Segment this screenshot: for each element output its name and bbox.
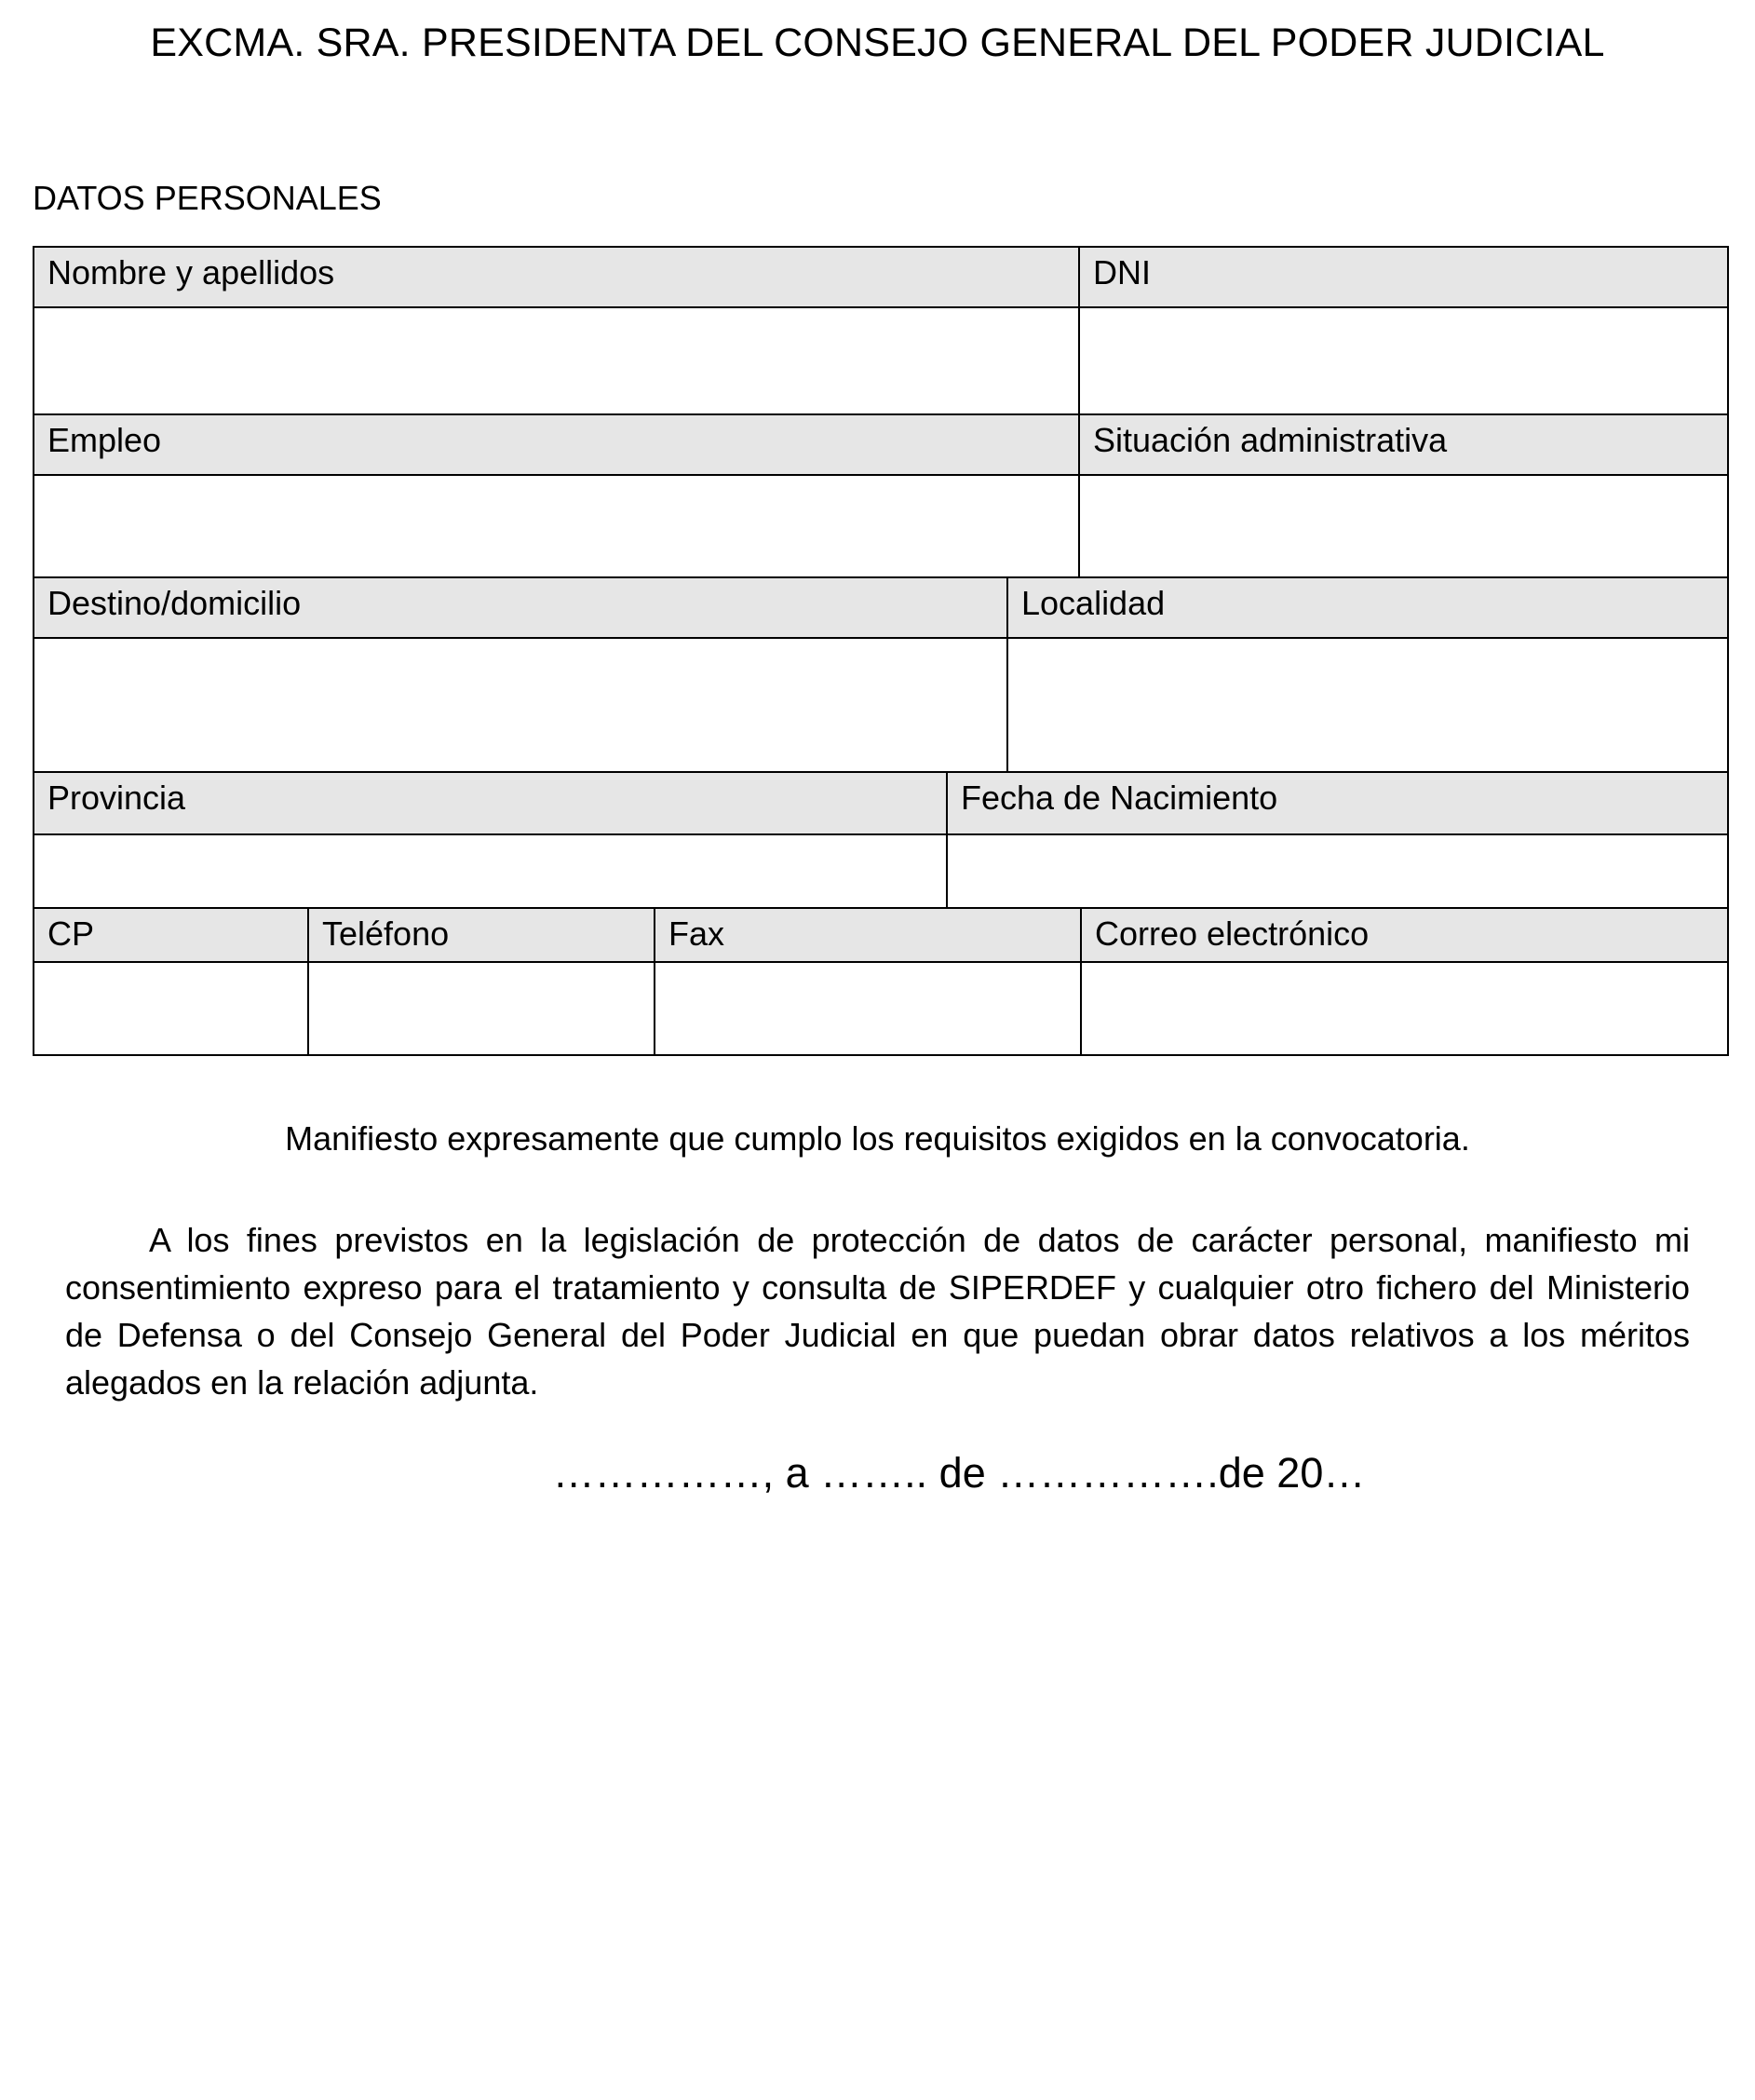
- form-row-values-3: [34, 639, 1729, 773]
- form-row-labels-5: [34, 909, 1729, 963]
- form-row-labels-1: [34, 248, 1729, 308]
- localidad-label: Localidad: [1008, 578, 1729, 639]
- requirements-statement: Manifiesto expresamente que cumplo los requisitos exigidos en la convocatoria.: [285, 1119, 1470, 1158]
- personal-data-form: [33, 246, 1729, 1056]
- section-label-datos-personales: DATOS PERSONALES: [33, 179, 382, 217]
- situacion-administrativa-field[interactable]: [1080, 476, 1729, 578]
- fecha-nacimiento-field[interactable]: [948, 835, 1729, 909]
- form-row-values-2: [34, 476, 1729, 578]
- empleo-label: Empleo: [34, 415, 1080, 476]
- destino-field[interactable]: [34, 639, 1008, 773]
- form-row-labels-2: [34, 415, 1729, 476]
- telefono-label: Teléfono: [309, 909, 655, 963]
- cp-field[interactable]: [34, 963, 309, 1056]
- form-row-values-4: [34, 835, 1729, 909]
- form-row-labels-4: [34, 773, 1729, 835]
- nombre-label: Nombre y apellidos: [34, 248, 1080, 308]
- fax-label: Fax: [655, 909, 1082, 963]
- form-row-labels-3: [34, 578, 1729, 639]
- dni-field[interactable]: [1080, 308, 1729, 415]
- destino-label: Destino/domicilio: [34, 578, 1008, 639]
- date-place-line: ……………, a …….. de …………….de 20…: [552, 1449, 1366, 1497]
- form-row-values-5: [34, 963, 1729, 1056]
- correo-electronico-label: Correo electrónico: [1082, 909, 1729, 963]
- provincia-field[interactable]: [34, 835, 948, 909]
- consent-paragraph: A los fines previstos en la legislación de protección de datos de carácter personal, manifiesto mi consentimiento expreso para el tratamiento y consulta de SIPERDEF y cualquier otro fichero del Ministerio de Defensa o del Consejo General del Poder Judicial en que puedan obrar datos relativos a los méritos alegados en la relación adjunta.: [65, 1221, 1690, 1402]
- form-row-values-1: [34, 308, 1729, 415]
- fecha-nacimiento-label: Fecha de Nacimiento: [948, 773, 1729, 835]
- nombre-field[interactable]: [34, 308, 1080, 415]
- empleo-field[interactable]: [34, 476, 1080, 578]
- telefono-field[interactable]: [309, 963, 655, 1056]
- dni-label: DNI: [1080, 248, 1729, 308]
- cp-label: CP: [34, 909, 309, 963]
- document-title: EXCMA. SRA. PRESIDENTA DEL CONSEJO GENERAL DEL PODER JUDICIAL: [150, 20, 1605, 65]
- localidad-field[interactable]: [1008, 639, 1729, 773]
- fax-field[interactable]: [655, 963, 1082, 1056]
- situacion-administrativa-label: Situación administrativa: [1080, 415, 1729, 476]
- correo-electronico-field[interactable]: [1082, 963, 1729, 1056]
- provincia-label: Provincia: [34, 773, 948, 835]
